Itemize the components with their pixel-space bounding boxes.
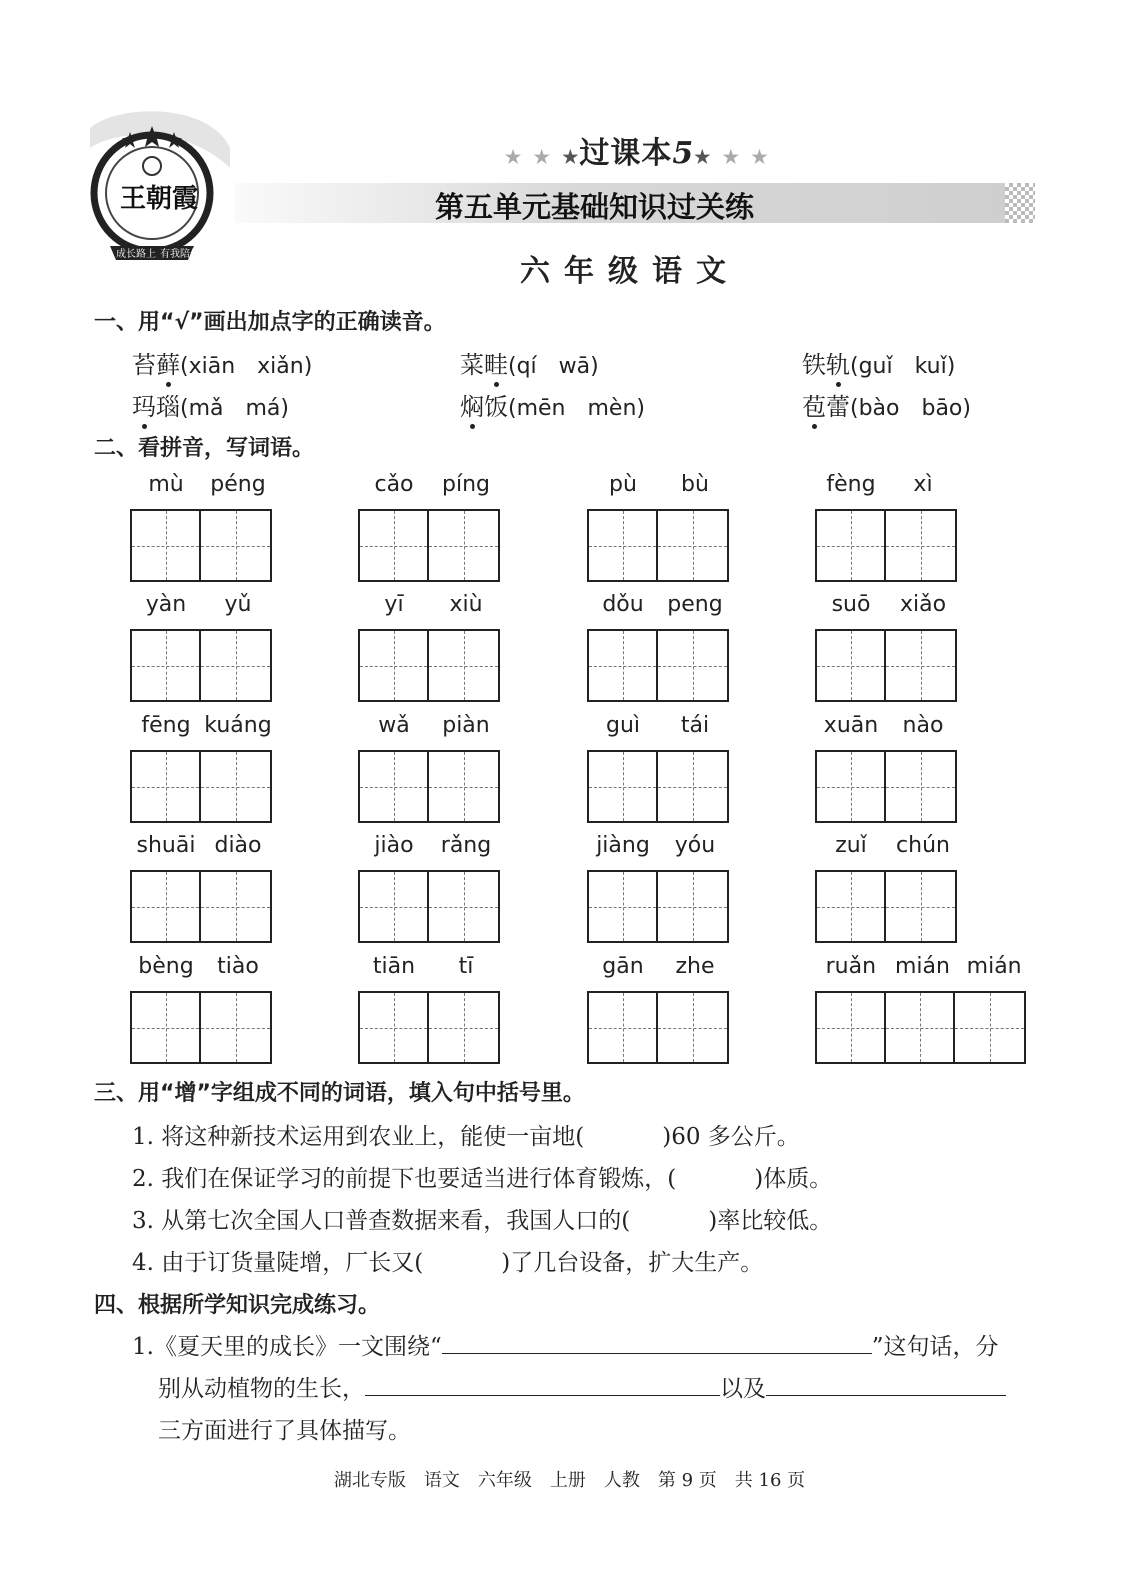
writing-box	[587, 750, 729, 823]
writing-cell[interactable]	[817, 752, 886, 821]
writing-cell[interactable]	[429, 872, 498, 941]
pinyin-label	[358, 472, 502, 497]
writing-cell[interactable]	[955, 993, 1024, 1062]
pinyin-syllable: jiào	[374, 833, 414, 858]
fill-sentence: 3. 从第七次全国人口普查数据来看，我国人口的( )率比较低。	[132, 1208, 833, 1234]
writing-cell[interactable]	[658, 511, 727, 580]
writing-box	[130, 509, 272, 582]
writing-box	[130, 870, 272, 943]
writing-box	[815, 629, 957, 702]
writing-cell[interactable]	[589, 511, 658, 580]
writing-cell[interactable]	[589, 993, 658, 1062]
pinyin-label	[587, 713, 731, 738]
writing-cell[interactable]	[429, 631, 498, 700]
pinyin-syllable: rǎng	[440, 833, 492, 858]
section4-title: 四、根据所学知识完成练习。	[94, 1293, 381, 1318]
writing-cell[interactable]	[132, 511, 201, 580]
reading-item: 玛瑙(mǎ má)	[132, 393, 289, 421]
pinyin-label	[358, 833, 502, 858]
pinyin-syllable: ruǎn	[825, 954, 877, 979]
writing-box	[815, 870, 957, 943]
pinyin-syllable: zhe	[675, 954, 715, 979]
writing-cell[interactable]	[886, 511, 955, 580]
writing-cell[interactable]	[132, 631, 201, 700]
pinyin-syllable: fèng	[826, 472, 876, 497]
pinyin-syllable: tiān	[372, 954, 416, 979]
pinyin-syllable: peng	[667, 592, 723, 617]
pinyin-syllable: zuǐ	[835, 833, 867, 858]
writing-cell[interactable]	[429, 511, 498, 580]
pinyin-syllable: tái	[680, 713, 710, 738]
pinyin-syllable: shuāi	[136, 833, 196, 858]
pinyin-syllable: kuáng	[204, 713, 272, 738]
pinyin-syllable: bù	[681, 472, 709, 497]
page-subtitle: 六年级语文	[520, 254, 740, 289]
pinyin-label	[358, 713, 502, 738]
answer-underline[interactable]	[766, 1395, 1006, 1396]
fill-sentence: 1. 将这种新技术运用到农业上，能使一亩地( )60 多公斤。	[132, 1124, 800, 1150]
section3-title: 三、用“增”字组成不同的词语，填入句中括号里。	[94, 1081, 585, 1106]
pinyin-label	[587, 472, 731, 497]
writing-cell[interactable]	[658, 631, 727, 700]
writing-cell[interactable]	[201, 511, 270, 580]
pinyin-label	[587, 833, 731, 858]
writing-cell[interactable]	[429, 752, 498, 821]
pinyin-syllable: mù	[148, 472, 184, 497]
writing-cell[interactable]	[589, 752, 658, 821]
pinyin-syllable: tī	[458, 954, 474, 979]
answer-underline[interactable]	[365, 1395, 720, 1396]
publisher-logo	[80, 108, 230, 268]
pinyin-label	[587, 954, 731, 979]
pinyin-syllable: suō	[831, 592, 871, 617]
pinyin-syllable: xuān	[823, 713, 879, 738]
pinyin-label	[815, 592, 959, 617]
reading-item: 苞蕾(bào bāo)	[802, 393, 971, 421]
writing-cell[interactable]	[360, 511, 429, 580]
writing-box	[358, 509, 500, 582]
writing-cell[interactable]	[886, 872, 955, 941]
pinyin-label	[815, 472, 959, 497]
section1-title: 一、用“√”画出加点字的正确读音。	[94, 310, 446, 335]
pinyin-label	[130, 954, 274, 979]
pinyin-label	[587, 592, 731, 617]
writing-cell[interactable]	[360, 631, 429, 700]
page-title: 第五单元基础知识过关练	[435, 190, 755, 224]
writing-cell[interactable]	[201, 631, 270, 700]
writing-box	[358, 750, 500, 823]
pinyin-syllable: jiàng	[596, 833, 650, 858]
writing-box	[587, 629, 729, 702]
writing-cell[interactable]	[817, 631, 886, 700]
writing-cell[interactable]	[589, 631, 658, 700]
banner-checker-pattern	[1005, 183, 1035, 223]
writing-cell[interactable]	[132, 993, 201, 1062]
series-text: 过课本	[579, 136, 673, 171]
pinyin-syllable: yàn	[145, 592, 187, 617]
reading-item: 菜畦(qí wā)	[460, 351, 599, 379]
pinyin-syllable: xì	[913, 472, 933, 497]
fill-sentence: 4. 由于订货量陡增，厂长又( )了几台设备，扩大生产。	[132, 1250, 764, 1276]
logo-brand: 王朝霞	[120, 184, 199, 214]
pinyin-syllable: nào	[902, 713, 944, 738]
writing-box	[587, 991, 729, 1064]
pinyin-syllable: cǎo	[374, 472, 414, 497]
writing-box	[358, 991, 500, 1064]
section2-title: 二、看拼音，写词语。	[94, 436, 315, 461]
answer-underline[interactable]	[442, 1353, 872, 1354]
title-banner	[235, 183, 1035, 223]
pinyin-syllable: pù	[609, 472, 637, 497]
pinyin-syllable: wǎ	[378, 713, 410, 738]
pinyin-syllable: bèng	[138, 954, 194, 979]
writing-cell[interactable]	[658, 993, 727, 1062]
pinyin-label	[130, 713, 274, 738]
pinyin-syllable: guì	[605, 713, 641, 738]
pinyin-syllable: chún	[896, 833, 950, 858]
writing-cell[interactable]	[658, 752, 727, 821]
writing-box	[815, 991, 1026, 1064]
pinyin-syllable: péng	[210, 472, 266, 497]
fill-paragraph-line: 别从动植物的生长， 以及	[158, 1370, 1006, 1403]
page-footer: 湖北专版 语文 六年级 上册 人教 第 9 页 共 16 页	[333, 1470, 806, 1491]
writing-box	[130, 750, 272, 823]
writing-cell[interactable]	[817, 511, 886, 580]
pinyin-syllable: gān	[602, 954, 644, 979]
reading-item: 焖饭(mēn mèn)	[460, 393, 645, 421]
writing-cell[interactable]	[201, 752, 270, 821]
pinyin-syllable: piàn	[442, 713, 490, 738]
pinyin-syllable: dǒu	[602, 592, 644, 617]
pinyin-label	[130, 472, 274, 497]
logo-motto-left: 成长路上	[116, 249, 156, 260]
writing-cell[interactable]	[817, 872, 886, 941]
pinyin-syllable: mián	[895, 954, 950, 979]
writing-cell[interactable]	[658, 872, 727, 941]
writing-cell[interactable]	[201, 993, 270, 1062]
pinyin-syllable: fēng	[141, 713, 191, 738]
writing-box	[130, 629, 272, 702]
logo-motto-right: 有我陪伴	[160, 249, 200, 260]
pinyin-syllable: yóu	[674, 833, 716, 858]
fill-paragraph-line: 三方面进行了具体描写。	[158, 1418, 411, 1444]
pinyin-syllable: píng	[442, 472, 490, 497]
writing-cell[interactable]	[360, 993, 429, 1062]
writing-cell[interactable]	[132, 752, 201, 821]
pinyin-label	[358, 954, 502, 979]
writing-cell[interactable]	[201, 872, 270, 941]
pinyin-syllable: tiào	[217, 954, 259, 979]
series-number: 5	[672, 136, 695, 171]
pinyin-label	[815, 713, 959, 738]
pinyin-label	[130, 592, 274, 617]
pinyin-syllable: xiù	[449, 592, 483, 617]
pinyin-syllable: yī	[384, 592, 404, 617]
pinyin-syllable: yǔ	[224, 592, 252, 617]
writing-cell[interactable]	[589, 872, 658, 941]
pinyin-syllable: xiǎo	[899, 592, 947, 617]
writing-cell[interactable]	[429, 993, 498, 1062]
writing-box	[815, 750, 957, 823]
writing-box	[358, 870, 500, 943]
pinyin-label	[358, 592, 502, 617]
fill-sentence: 2. 我们在保证学习的前提下也要适当进行体育锻炼，( )体质。	[132, 1166, 833, 1192]
writing-cell[interactable]	[886, 631, 955, 700]
writing-box	[587, 870, 729, 943]
writing-box	[587, 509, 729, 582]
series-label: ★ ★ ★过课本5★ ★ ★	[505, 136, 769, 171]
reading-item: 铁轨(guǐ kuǐ)	[802, 351, 956, 379]
pinyin-label	[130, 833, 274, 858]
writing-box	[130, 991, 272, 1064]
pinyin-label	[815, 833, 959, 858]
writing-cell[interactable]	[886, 752, 955, 821]
pinyin-syllable: diào	[214, 833, 262, 858]
writing-cell[interactable]	[360, 752, 429, 821]
pinyin-syllable: mián	[966, 954, 1022, 979]
writing-cell[interactable]	[360, 872, 429, 941]
writing-box	[358, 629, 500, 702]
pinyin-label	[815, 954, 1030, 979]
writing-cell[interactable]	[817, 993, 886, 1062]
fill-paragraph-line: 1.《夏天里的成长》一文围绕“ ”这句话，分	[132, 1334, 999, 1360]
writing-cell[interactable]	[132, 872, 201, 941]
writing-box	[815, 509, 957, 582]
writing-cell[interactable]	[886, 993, 955, 1062]
reading-item: 苔藓(xiān xiǎn)	[132, 351, 313, 379]
